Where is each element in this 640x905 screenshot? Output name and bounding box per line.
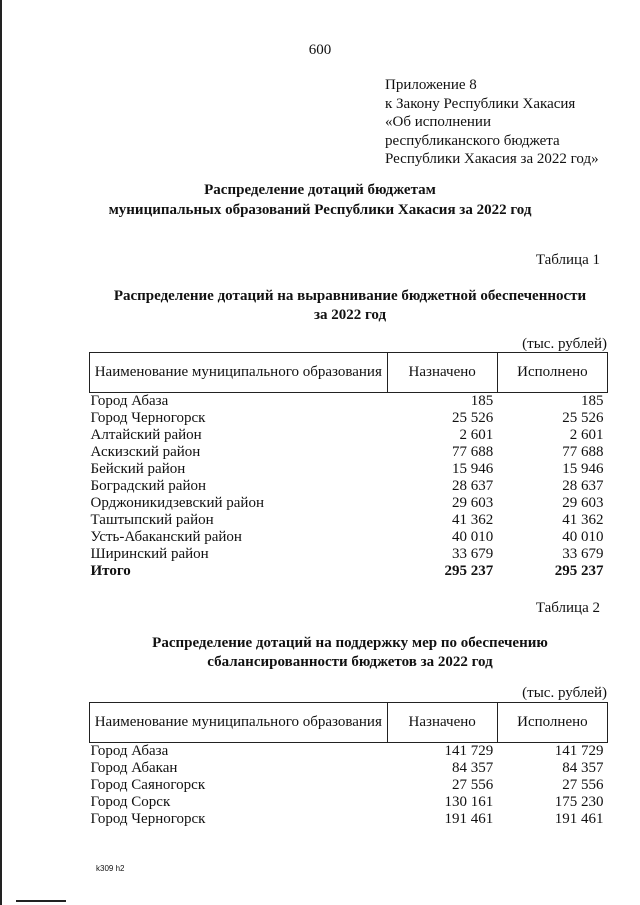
cell-assigned: 41 362	[452, 512, 494, 528]
cell-total-label: Итого	[90, 563, 131, 579]
appendix-reference	[385, 76, 599, 169]
cell-assigned: 77 688	[452, 444, 494, 460]
table-row	[90, 478, 608, 495]
cell-executed: 33 679	[562, 546, 604, 562]
header-municipality: Наименование муниципального образования	[90, 353, 388, 393]
table-2	[89, 702, 608, 828]
cell-municipality: Бейский район	[90, 461, 186, 477]
table-2-units: (тыс. рублей)	[522, 685, 607, 701]
cell-municipality: Боградский район	[90, 478, 207, 494]
table-1	[89, 352, 608, 580]
table-title-line: за 2022 год	[313, 307, 387, 323]
cell-executed: 175 230	[554, 794, 604, 810]
table-row	[90, 410, 608, 427]
table-2-label: Таблица 2	[535, 600, 600, 616]
cell-municipality: Город Черногорск	[90, 410, 206, 426]
appendix-line: Приложение 8	[385, 77, 477, 93]
appendix-line: к Закону Республики Хакасия	[385, 95, 576, 112]
cell-executed: 77 688	[562, 444, 604, 460]
cell-municipality: Город Сорск	[90, 794, 171, 810]
cell-assigned: 25 526	[452, 410, 494, 426]
cell-executed: 15 946	[562, 461, 604, 477]
appendix-line: «Об исполнении	[385, 114, 491, 130]
page-number: 600	[308, 42, 332, 58]
cell-assigned: 29 603	[452, 495, 494, 511]
table-1-units: (тыс. рублей)	[522, 336, 607, 352]
table-row	[90, 760, 608, 777]
table-title-line: Распределение дотаций на выравнивание бюджетной обеспеченности	[113, 288, 587, 304]
header-assigned: Назначено	[387, 353, 497, 393]
cell-total-executed: 295 237	[554, 563, 604, 579]
header-executed: Исполнено	[497, 703, 607, 743]
cell-assigned: 33 679	[452, 546, 494, 562]
cell-municipality: Орджоникидзевский район	[90, 495, 264, 511]
cell-executed: 141 729	[554, 743, 604, 759]
cell-municipality: Алтайский район	[90, 427, 202, 443]
table-row	[90, 777, 608, 794]
document-title	[0, 180, 640, 220]
table-title-line: Распределение дотаций на поддержку мер по обеспечению	[152, 635, 548, 651]
cell-assigned: 130 161	[444, 794, 494, 810]
table-1-label: Таблица 1	[535, 252, 600, 268]
table-header-row	[90, 703, 608, 743]
cell-executed: 185	[581, 393, 604, 409]
cell-executed: 2 601	[569, 427, 604, 443]
document-title-line: Распределение дотаций бюджетам	[204, 182, 436, 198]
cell-assigned: 40 010	[452, 529, 494, 545]
cell-executed: 28 637	[562, 478, 604, 494]
scan-edge-artifact	[0, 0, 2, 905]
cell-executed: 29 603	[562, 495, 604, 511]
cell-municipality: Аскизский район	[90, 444, 201, 460]
table-row	[90, 743, 608, 761]
table-total-row	[90, 563, 608, 580]
footer-document-code: k309 h2	[96, 864, 125, 873]
cell-executed: 27 556	[562, 777, 604, 793]
table-2-title	[60, 634, 640, 672]
header-assigned: Назначено	[387, 703, 497, 743]
cell-assigned: 27 556	[452, 777, 494, 793]
cell-assigned: 84 357	[452, 760, 494, 776]
table-row	[90, 495, 608, 512]
table-row	[90, 444, 608, 461]
table-row	[90, 529, 608, 546]
cell-total-assigned: 295 237	[444, 563, 494, 579]
cell-assigned: 185	[470, 393, 494, 409]
cell-executed: 40 010	[562, 529, 604, 545]
cell-municipality: Город Саяногорск	[90, 777, 206, 793]
cell-municipality: Город Черногорск	[90, 811, 206, 827]
cell-executed: 84 357	[562, 760, 604, 776]
cell-municipality: Город Абаза	[90, 393, 169, 409]
header-executed: Исполнено	[497, 353, 607, 393]
cell-executed: 41 362	[562, 512, 604, 528]
cell-assigned: 15 946	[452, 461, 494, 477]
cell-executed: 25 526	[562, 410, 604, 426]
cell-municipality: Город Абакан	[90, 760, 178, 776]
table-row	[90, 512, 608, 529]
cell-municipality: Ширинский район	[90, 546, 209, 562]
cell-assigned: 28 637	[452, 478, 494, 494]
table-title-line: сбалансированности бюджетов за 2022 год	[207, 654, 493, 670]
table-row	[90, 427, 608, 444]
table-row	[90, 393, 608, 411]
header-municipality: Наименование муниципального образования	[90, 703, 388, 743]
table-row	[90, 794, 608, 811]
table-row	[90, 546, 608, 563]
appendix-line: республиканского бюджета	[385, 132, 560, 149]
table-row	[90, 811, 608, 828]
table-header-row	[90, 353, 608, 393]
cell-municipality: Город Абаза	[90, 743, 169, 759]
scan-edge-artifact-bottom	[16, 900, 66, 902]
cell-municipality: Таштыпский район	[90, 512, 214, 528]
table-row	[90, 461, 608, 478]
table-1-title	[60, 287, 640, 325]
appendix-line: Республики Хакасия за 2022 год»	[385, 151, 599, 167]
cell-assigned: 191 461	[444, 811, 494, 827]
cell-assigned: 2 601	[459, 427, 494, 443]
document-title-line: муниципальных образований Республики Хакасия за 2022 год	[108, 202, 532, 218]
cell-municipality: Усть-Абаканский район	[90, 529, 242, 545]
cell-executed: 191 461	[554, 811, 604, 827]
cell-assigned: 141 729	[444, 743, 494, 759]
